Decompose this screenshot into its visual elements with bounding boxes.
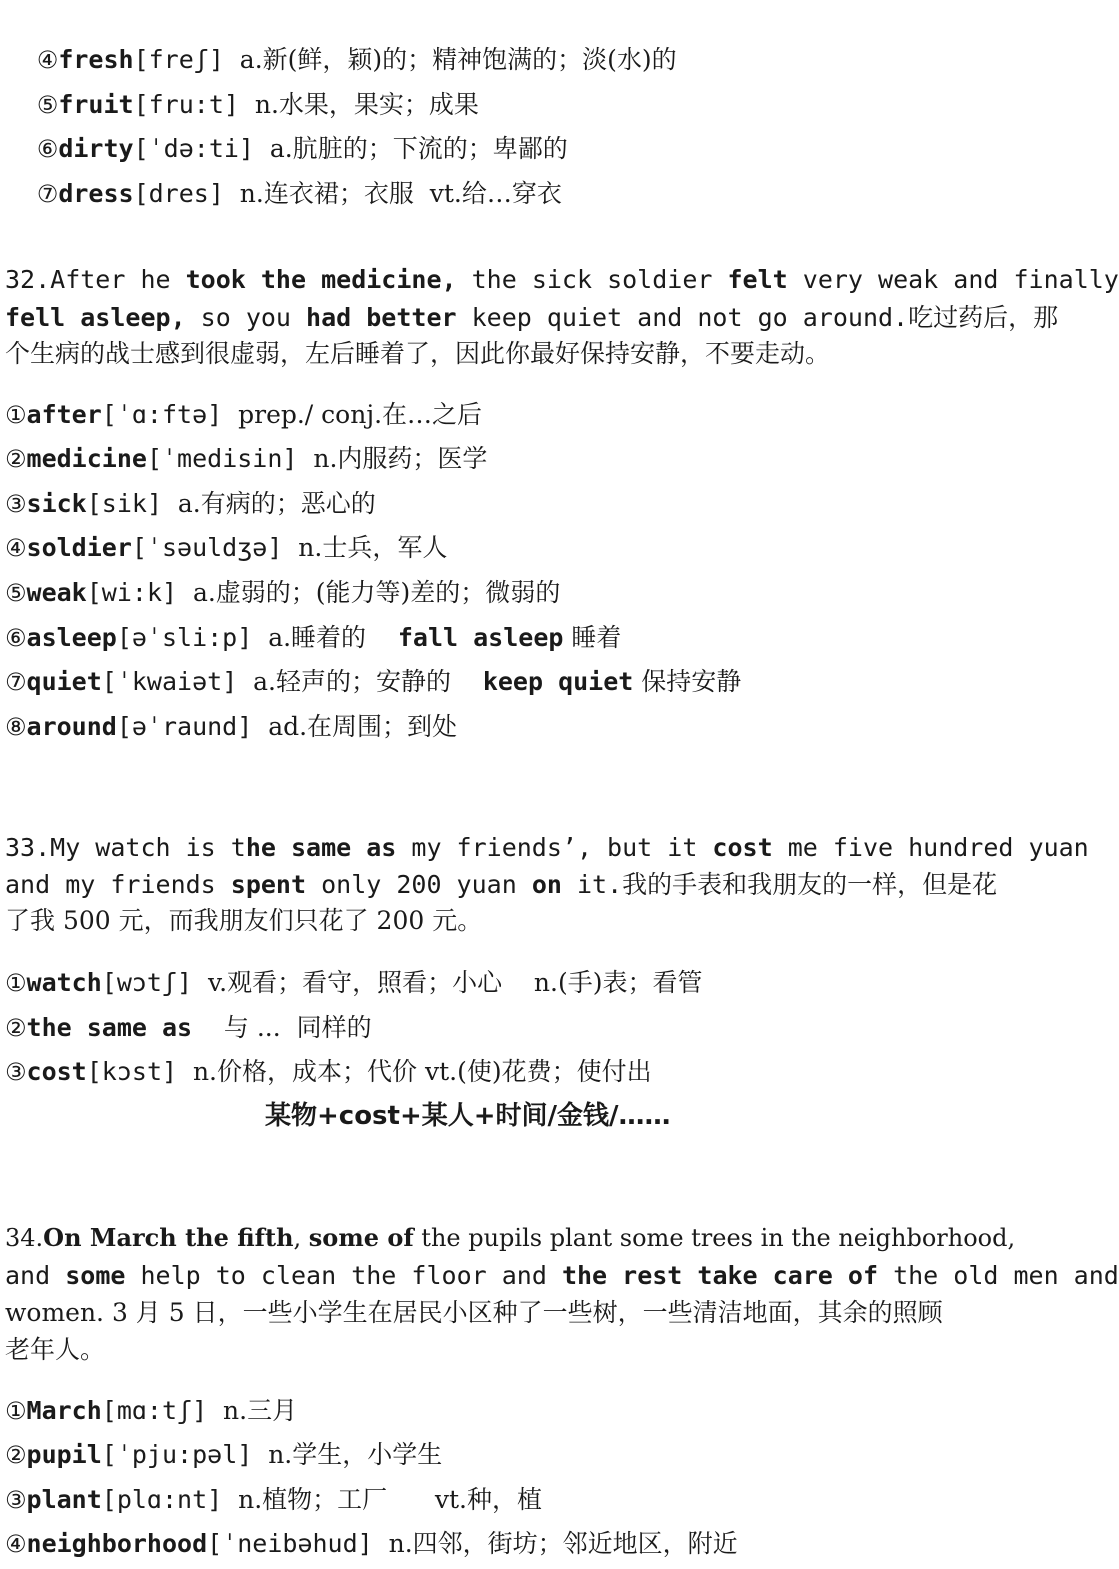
text-run: 34.	[5, 1224, 44, 1252]
entry-definition: n.植物；工厂 vt.种，植	[238, 1485, 542, 1514]
entry-phonetic: [əˈraund]	[116, 712, 253, 741]
entry-word: fresh	[58, 45, 134, 74]
text-run: it.我的手表和我朋友的一样，但是花	[561, 870, 998, 899]
entry-word: neighborhood	[26, 1529, 208, 1558]
sentence-line: 了我 500 元，而我朋友们只花了 200 元。	[5, 906, 483, 935]
entry-word: plant	[26, 1485, 102, 1514]
vocab-entry	[5, 575, 560, 611]
keyword: on	[531, 870, 562, 899]
text-run: my friends’, but it	[396, 833, 713, 862]
entry-definition: ad.在周围；到处	[268, 712, 458, 741]
entry-definition: n.士兵，军人	[298, 533, 448, 562]
entry-definition: a.睡着的	[268, 623, 367, 652]
entry-phrase: keep quiet	[482, 667, 634, 696]
entry-phonetic: [freʃ]	[133, 45, 224, 74]
entry-number: ①	[5, 401, 27, 429]
entry-phonetic: [ˈsəuldʒə]	[131, 533, 283, 562]
entry-definition: a.肮脏的；下流的；卑鄙的	[269, 134, 568, 163]
entry-number: ③	[5, 1058, 27, 1086]
text-run: so you	[185, 303, 307, 332]
entry-word: around	[26, 712, 117, 741]
entry-phonetic: [wɔtʃ]	[101, 968, 193, 997]
entry-number: ②	[5, 1441, 27, 1469]
entry-word: dress	[58, 179, 134, 208]
entry-number: ⑥	[5, 624, 27, 652]
text-run: me five hundred yuan	[772, 833, 1089, 862]
keyword: some	[65, 1261, 126, 1290]
entry-word: medicine	[26, 444, 147, 473]
keyword: the rest take care of	[561, 1261, 879, 1290]
vocab-entry	[5, 1482, 542, 1518]
entry-word: March	[26, 1396, 102, 1425]
entry-phonetic: [ˈɑ:ftə]	[101, 400, 223, 429]
entry-phonetic: [plɑ:nt]	[101, 1485, 223, 1514]
vocab-entry	[5, 140, 562, 248]
vocab-entry	[5, 1054, 652, 1090]
text-run: only 200 yuan	[306, 870, 532, 899]
entry-definition: n.三月	[223, 1396, 298, 1425]
entry-definition: n.内服药；医学	[313, 444, 488, 473]
text-run: keep quiet and not go around.吃过药后，那	[456, 303, 1059, 332]
entry-number: ⑤	[36, 91, 59, 119]
entry-phonetic: [ˈkwaiət]	[101, 667, 238, 696]
entry-word: the same as	[26, 1013, 193, 1042]
entry-number: ③	[5, 490, 27, 518]
text-run: the old men and	[878, 1261, 1119, 1290]
vocab-entry	[5, 965, 702, 1001]
entry-definition: n.水果，果实；成果	[254, 90, 479, 119]
entry-definition: n.连衣裙；衣服 vt.给…穿衣	[239, 179, 562, 208]
entry-word: cost	[26, 1057, 87, 1086]
text-run: 33.My watch is t	[5, 833, 246, 862]
entry-number: ⑦	[5, 668, 27, 696]
entry-phonetic: [ˈneibəhud]	[207, 1529, 373, 1558]
entry-number: ②	[5, 445, 27, 473]
vocab-entry	[5, 397, 482, 433]
entry-word: asleep	[26, 623, 117, 652]
keyword: spent	[230, 870, 307, 899]
sentence-line	[5, 867, 997, 903]
entry-phonetic: [əˈsli:p]	[116, 623, 253, 652]
entry-number: ④	[5, 1530, 27, 1558]
entry-definition: a.新(鲜，颖)的；精神饱满的；淡(水)的	[239, 45, 677, 74]
entry-definition: prep./ conj.在…之后	[238, 400, 483, 429]
entry-word: pupil	[26, 1440, 102, 1469]
entry-number: ②	[5, 1014, 27, 1042]
text-run: help to clean the floor and	[125, 1261, 562, 1290]
vocab-entry	[5, 620, 621, 656]
text-run: very weak and finally	[787, 265, 1119, 294]
entry-phonetic: [fru:t]	[133, 90, 239, 119]
keyword: had better	[306, 303, 457, 332]
text-run: and my friends	[5, 870, 231, 899]
entry-phonetic: [ˈdə:ti]	[133, 134, 254, 163]
entry-definition: n.四邻，街坊；邻近地区，附近	[388, 1529, 738, 1558]
entry-number: ①	[5, 969, 27, 997]
vocab-entry	[5, 441, 487, 477]
entry-phonetic: [kɔst]	[86, 1057, 178, 1086]
entry-word: weak	[26, 578, 87, 607]
sentence-line: 个生病的战士感到很虚弱，左后睡着了，因此你最好保持安静，不要走动。	[5, 339, 831, 368]
entry-phrase-definition: 保持安静	[641, 667, 742, 696]
entry-number: ⑤	[5, 579, 27, 607]
entry-phonetic: [sik]	[86, 489, 162, 518]
sentence-line	[5, 262, 1119, 298]
keyword: felt	[727, 265, 788, 294]
entry-number: ⑦	[36, 180, 59, 208]
keyword: fell asleep,	[5, 303, 186, 332]
entry-phrase-definition: 睡着	[571, 623, 622, 652]
vocab-entry	[5, 709, 457, 745]
text-run: ,	[293, 1224, 309, 1252]
keyword: took the medicine,	[185, 265, 457, 294]
vocab-entry	[5, 1393, 297, 1429]
entry-number: ④	[36, 46, 59, 74]
entry-definition: n.学生，小学生	[268, 1440, 443, 1469]
keyword: On March the fifth	[43, 1223, 294, 1252]
keyword: cost	[712, 833, 773, 862]
vocab-entry	[5, 1437, 442, 1473]
entry-word: quiet	[26, 667, 102, 696]
text-run: the pupils plant some trees in the neighborhood,	[413, 1224, 1016, 1252]
vocab-entry	[5, 1010, 372, 1046]
entry-number: ④	[5, 534, 27, 562]
sentence-line	[5, 1258, 1119, 1294]
entry-definition: v.观看；看守，照看；小心 n.(手)表；看管	[208, 968, 703, 997]
keyword: he same as	[245, 833, 397, 862]
entry-phrase: fall asleep	[397, 623, 564, 652]
sentence-line	[5, 1220, 1015, 1256]
entry-word: watch	[26, 968, 102, 997]
sentence-line: 老年人。	[5, 1335, 106, 1364]
entry-phonetic: [wi:k]	[86, 578, 178, 607]
entry-number: ①	[5, 1397, 27, 1425]
vocab-entry	[5, 664, 741, 700]
entry-definition: a.轻声的；安静的	[253, 667, 452, 696]
entry-definition: 与 ... 同样的	[208, 1013, 372, 1042]
text-run: the sick soldier	[456, 265, 728, 294]
vocab-entry	[5, 530, 447, 566]
entry-definition: n.价格，成本；代价 vt.(使)花费；使付出	[192, 1057, 652, 1086]
entry-number: ⑧	[5, 713, 27, 741]
entry-phonetic: [dres]	[133, 179, 224, 208]
entry-number: ⑥	[36, 135, 59, 163]
entry-word: fruit	[58, 90, 134, 119]
entry-definition: a.有病的；恶心的	[177, 489, 376, 518]
vocab-entry	[5, 1526, 738, 1562]
entry-phonetic: [mɑ:tʃ]	[101, 1396, 208, 1425]
text-run: and	[5, 1261, 66, 1290]
entry-word: after	[26, 400, 102, 429]
sentence-line: women. 3 月 5 日，一些小学生在居民小区种了一些树，一些清洁地面，其余的照顾	[5, 1298, 943, 1327]
entry-word: sick	[26, 489, 87, 518]
entry-definition: a.虚弱的；(能力等)差的；微弱的	[192, 578, 561, 607]
entry-word: soldier	[26, 533, 132, 562]
usage-note: 某物+cost+某人+时间/金钱/……	[265, 1101, 671, 1131]
entry-phonetic: [ˈmedisin]	[146, 444, 298, 473]
entry-word: dirty	[58, 134, 134, 163]
sentence-line	[5, 830, 1089, 866]
keyword: some of	[308, 1223, 414, 1252]
entry-phonetic: [ˈpju:pəl]	[101, 1440, 253, 1469]
sentence-line	[5, 300, 1058, 336]
vocab-entry	[5, 486, 376, 522]
entry-number: ③	[5, 1486, 27, 1514]
text-run: 32.After he	[5, 265, 186, 294]
